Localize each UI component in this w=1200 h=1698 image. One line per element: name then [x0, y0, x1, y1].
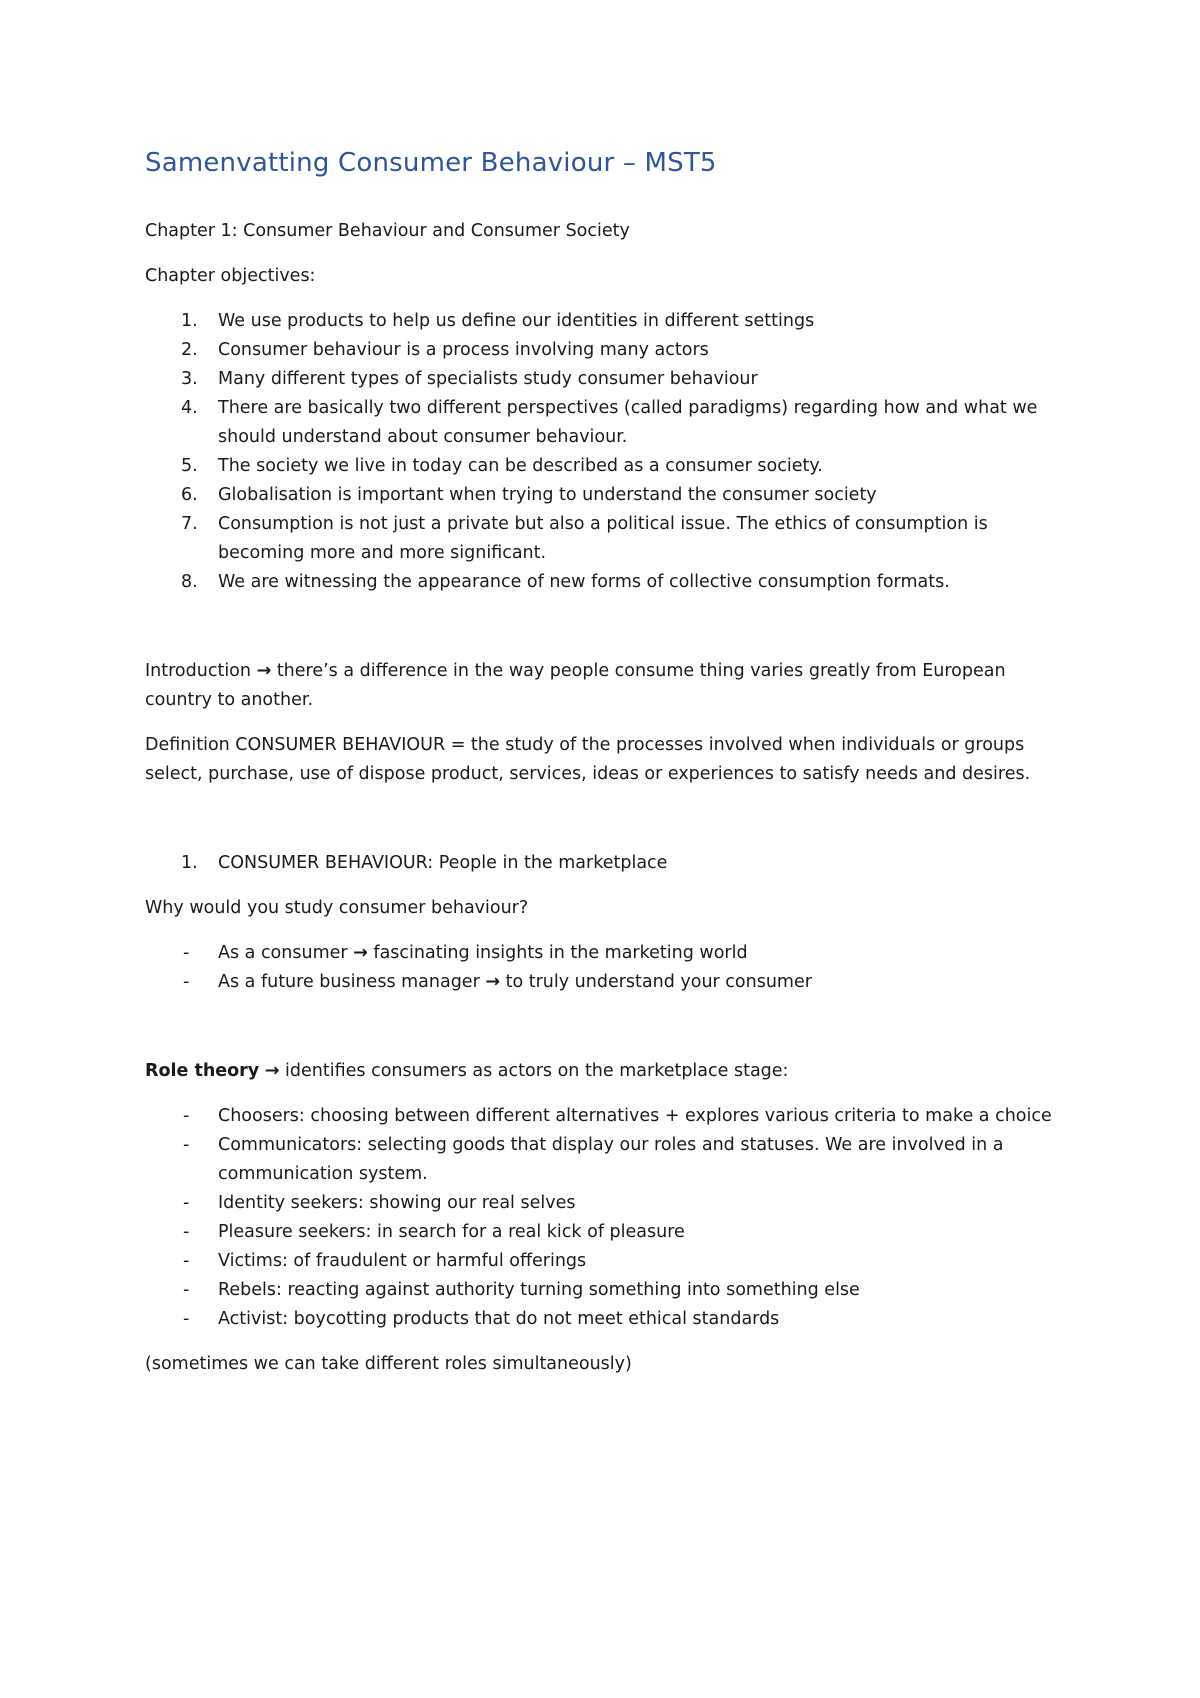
list-dash: -	[183, 1106, 190, 1126]
list-item	[145, 1102, 1075, 1131]
arrow-right-icon: →	[485, 972, 501, 992]
list-item-text: Consumer behaviour is a process involving many actors	[218, 340, 709, 360]
objectives-heading: Chapter objectives:	[145, 266, 316, 286]
list-dash: -	[183, 1251, 190, 1271]
section-heading-text: CONSUMER BEHAVIOUR: People in the marketplace	[218, 853, 668, 873]
arrow-right-icon: →	[264, 1061, 280, 1081]
list-item	[145, 365, 1075, 394]
list-dash: -	[183, 1135, 190, 1155]
roles-list	[145, 1102, 1075, 1334]
role-theory-label: Role theory	[145, 1061, 260, 1081]
list-item	[145, 1305, 1075, 1334]
list-item-text: As a consumer	[218, 943, 348, 963]
role-theory-paragraph	[145, 1057, 1075, 1086]
list-dash: -	[183, 943, 190, 963]
list-item	[145, 1189, 1075, 1218]
list-item-text: Consumption is not just a private but also a political issue. The ethics of consumption is becoming more and more significant.	[218, 514, 988, 563]
list-item	[145, 939, 1075, 968]
list-item	[145, 336, 1075, 365]
reasons-list	[145, 939, 1075, 997]
list-item	[145, 1131, 1075, 1189]
arrow-right-icon: →	[256, 661, 272, 681]
list-item-text: The society we live in today can be described as a consumer society.	[218, 456, 823, 476]
definition-paragraph: Definition CONSUMER BEHAVIOUR = the study of the processes involved when individuals or groups select, purchase, use of dispose product, services, ideas or experiences to satisfy needs and desires.	[145, 735, 1031, 784]
list-item	[145, 394, 1075, 452]
list-item-text: Globalisation is important when trying to understand the consumer society	[218, 485, 877, 505]
list-item-text: Activist: boycotting products that do not meet ethical standards	[218, 1309, 780, 1329]
list-item-text: Communicators: selecting goods that display our roles and statuses. We are involved in a communication system.	[218, 1135, 1004, 1184]
list-item	[145, 510, 1075, 568]
objectives-list	[145, 307, 1075, 597]
list-item	[145, 968, 1075, 997]
list-dash: -	[183, 1309, 190, 1329]
list-item-text: Identity seekers: showing our real selves	[218, 1193, 576, 1213]
document-body	[145, 145, 1075, 1379]
list-item	[145, 568, 1075, 597]
list-dash: -	[183, 1222, 190, 1242]
list-item	[145, 1218, 1075, 1247]
introduction-text: there’s a difference in the way people consume thing varies greatly from European country to another.	[145, 661, 1006, 710]
list-item	[145, 1247, 1075, 1276]
chapter-heading: Chapter 1: Consumer Behaviour and Consumer Society	[145, 221, 630, 241]
list-dash: -	[183, 1193, 190, 1213]
roles-note: (sometimes we can take different roles simultaneously)	[145, 1354, 632, 1374]
list-item-text: We are witnessing the appearance of new forms of collective consumption formats.	[218, 572, 950, 592]
list-number: 1.	[181, 311, 198, 331]
list-item	[145, 1276, 1075, 1305]
section-list	[145, 849, 1075, 878]
list-number: 4.	[181, 398, 198, 418]
list-number: 8.	[181, 572, 198, 592]
list-dash: -	[183, 1280, 190, 1300]
list-item-text: Pleasure seekers: in search for a real kick of pleasure	[218, 1222, 685, 1242]
list-item-text: to truly understand your consumer	[505, 972, 812, 992]
list-item-text: We use products to help us define our identities in different settings	[218, 311, 815, 331]
list-number: 6.	[181, 485, 198, 505]
list-number: 2.	[181, 340, 198, 360]
list-item-text: Choosers: choosing between different alternatives + explores various criteria to make a choice	[218, 1106, 1052, 1126]
document-title: Samenvatting Consumer Behaviour – MST5	[145, 148, 717, 178]
list-item-text: As a future business manager	[218, 972, 480, 992]
study-question: Why would you study consumer behaviour?	[145, 898, 529, 918]
list-item	[145, 481, 1075, 510]
list-number: 3.	[181, 369, 198, 389]
list-item-text: Many different types of specialists study consumer behaviour	[218, 369, 758, 389]
introduction-label: Introduction	[145, 661, 251, 681]
section-heading	[145, 849, 1075, 878]
arrow-right-icon: →	[353, 943, 368, 963]
list-item	[145, 452, 1075, 481]
list-item	[145, 307, 1075, 336]
section-number: 1.	[181, 853, 198, 873]
list-item-text: There are basically two different perspectives (called paradigms) regarding how and what we should understand about consumer behaviour.	[218, 398, 1038, 447]
list-item-text: Victims: of fraudulent or harmful offerings	[218, 1251, 587, 1271]
role-theory-text: identifies consumers as actors on the marketplace stage:	[285, 1061, 789, 1081]
list-item-text: Rebels: reacting against authority turning something into something else	[218, 1280, 860, 1300]
list-item-text: fascinating insights in the marketing world	[373, 943, 748, 963]
list-number: 5.	[181, 456, 198, 476]
list-dash: -	[183, 972, 190, 992]
introduction-paragraph	[145, 657, 1075, 715]
list-number: 7.	[181, 514, 198, 534]
